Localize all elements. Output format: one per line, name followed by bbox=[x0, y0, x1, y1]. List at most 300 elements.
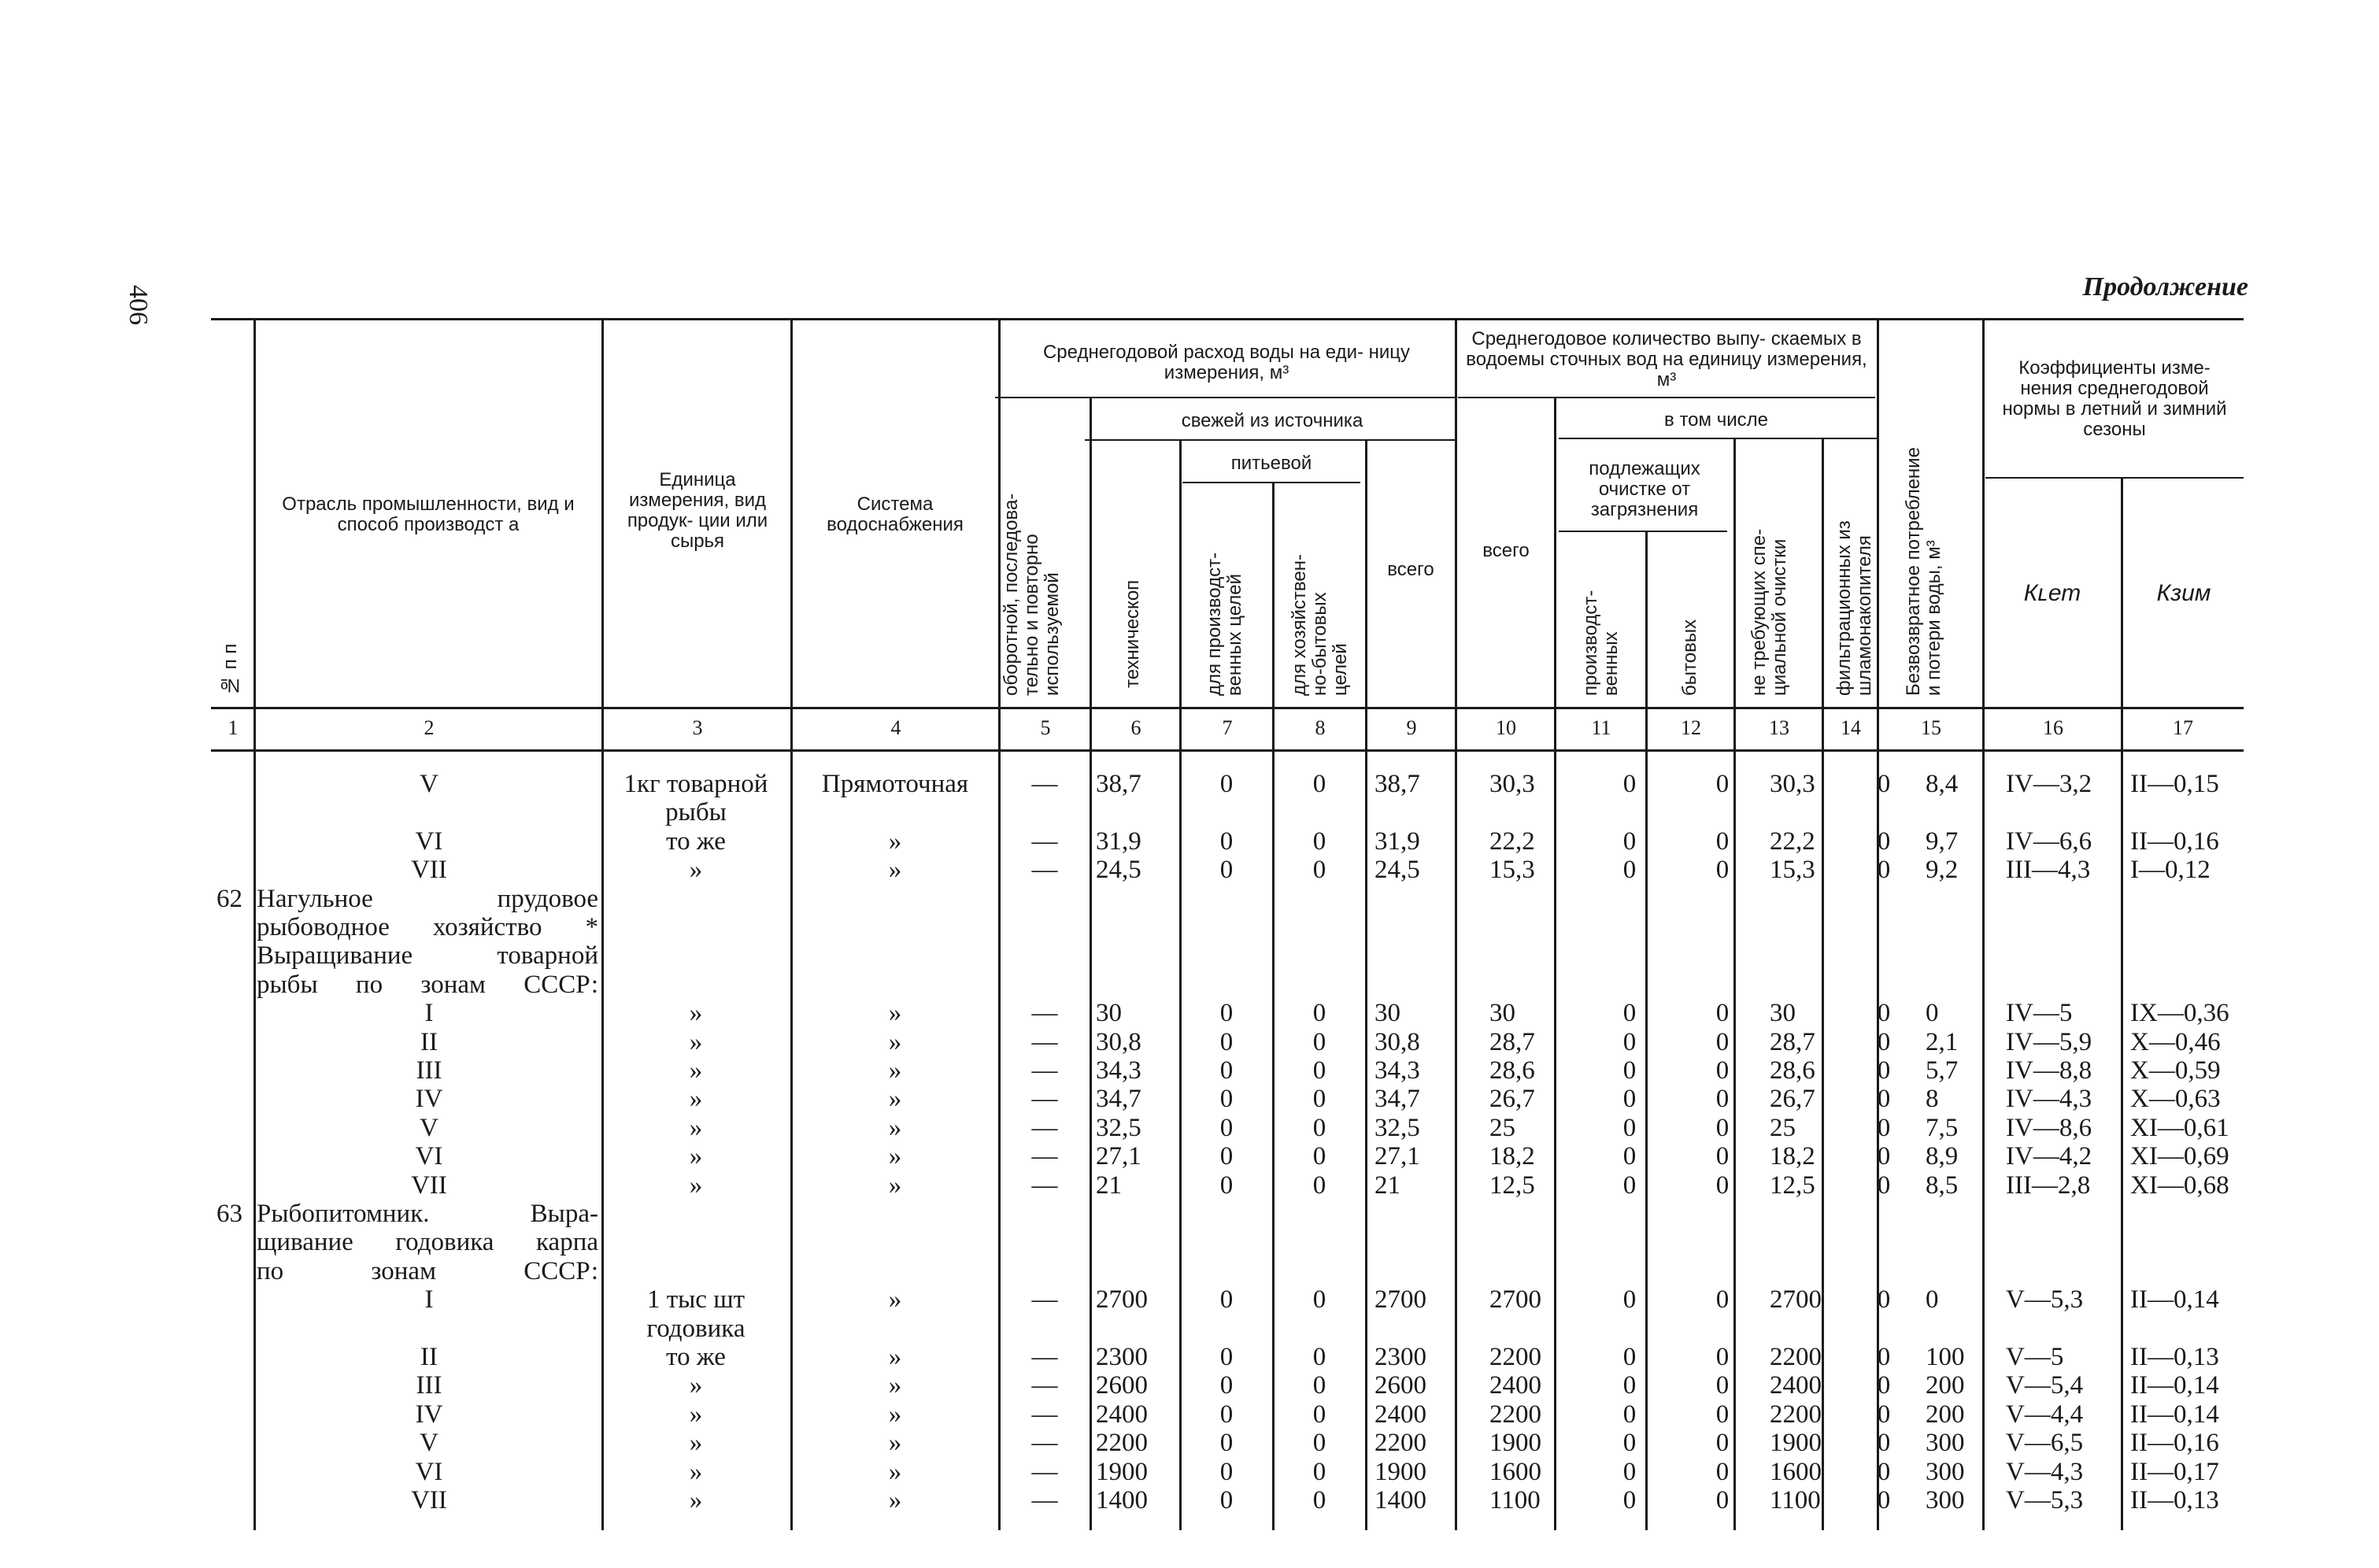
header-c9: всего bbox=[1387, 559, 1434, 580]
cell-c14: 0 bbox=[1877, 1457, 1891, 1486]
cell-c17: II—0,14 bbox=[2130, 1371, 2219, 1400]
cell-c11: 0 bbox=[1622, 1343, 1637, 1371]
cell-c9: 21 bbox=[1374, 1170, 1400, 1200]
cell-c13: 2700 bbox=[1770, 1285, 1822, 1315]
cell-c15: 200 bbox=[1926, 1371, 1965, 1400]
cell-c16: IV—3,2 bbox=[2006, 770, 2092, 798]
cell-c15: 8,4 bbox=[1926, 770, 1959, 798]
column-number: 3 bbox=[692, 716, 703, 739]
cell-c2: V bbox=[420, 1429, 438, 1458]
cell-c5: — bbox=[1031, 856, 1058, 885]
cell-c2: V bbox=[420, 1113, 438, 1142]
header-c3: Единица измерения, вид продук- ции или сырья bbox=[627, 469, 768, 552]
cell-c7: 0 bbox=[1219, 1085, 1234, 1114]
table-row bbox=[211, 1257, 2244, 1285]
cell-c12: 0 bbox=[1715, 770, 1730, 798]
cell-c14: 0 bbox=[1877, 1429, 1891, 1458]
cell-c8: 0 bbox=[1312, 1142, 1326, 1171]
cell-c11: 0 bbox=[1622, 1142, 1637, 1171]
cell-c17: II—0,14 bbox=[2130, 1285, 2219, 1315]
cell-c13: 28,6 bbox=[1770, 1056, 1815, 1085]
column-number: 2 bbox=[424, 716, 435, 739]
table-row bbox=[211, 1114, 2244, 1142]
cell-c12: 0 bbox=[1715, 1027, 1730, 1056]
header-c17: Кзим bbox=[2156, 580, 2211, 606]
cell-c8: 0 bbox=[1312, 1371, 1326, 1400]
cell-c13: 1900 bbox=[1770, 1429, 1822, 1458]
cell-c15: 300 bbox=[1926, 1429, 1965, 1458]
cell-c8: 0 bbox=[1312, 1486, 1326, 1514]
column-number: 16 bbox=[2043, 716, 2063, 739]
cell-c7: 0 bbox=[1219, 1285, 1234, 1315]
cell-c9: 30 bbox=[1374, 999, 1400, 1028]
cell-c12: 0 bbox=[1715, 1457, 1730, 1486]
header-c5: оборотной, последова- тельно и повторно используемой bbox=[1001, 493, 1063, 696]
cell-c9: 2700 bbox=[1374, 1285, 1426, 1315]
cell-c11: 0 bbox=[1622, 1285, 1637, 1315]
cell-c8: 0 bbox=[1312, 1085, 1326, 1114]
header-c4: Система водоснабжения bbox=[827, 494, 964, 535]
header-c10: всего bbox=[1482, 540, 1530, 561]
cell-c10: 1900 bbox=[1489, 1429, 1541, 1458]
table-row bbox=[211, 1429, 2244, 1457]
cell-c5: — bbox=[1031, 999, 1058, 1028]
cell-c13: 12,5 bbox=[1770, 1170, 1815, 1200]
cell-c16: V—5,3 bbox=[2006, 1285, 2084, 1315]
cell-c15: 2,1 bbox=[1926, 1027, 1959, 1056]
column-number: 15 bbox=[1921, 716, 1941, 739]
cell-c11: 0 bbox=[1622, 1457, 1637, 1486]
cell-c4: » bbox=[888, 1429, 902, 1458]
water-norms-table bbox=[211, 318, 2244, 1530]
cell-c16: V—6,5 bbox=[2006, 1429, 2084, 1458]
cell-c2: щивание годовика карпа bbox=[257, 1228, 598, 1257]
table-row bbox=[211, 971, 2244, 999]
cell-c2: VI bbox=[415, 827, 443, 856]
cell-c16: V—5,3 bbox=[2006, 1486, 2084, 1514]
cell-c3: » bbox=[689, 1170, 703, 1200]
cell-c12: 0 bbox=[1715, 999, 1730, 1028]
cell-c9: 32,5 bbox=[1374, 1113, 1420, 1142]
table-row bbox=[211, 1085, 2244, 1113]
cell-c2: I bbox=[424, 999, 434, 1028]
cell-c12: 0 bbox=[1715, 1343, 1730, 1371]
cell-c4: » bbox=[888, 1285, 902, 1315]
cell-c9: 30,8 bbox=[1374, 1027, 1420, 1056]
cell-c13: 26,7 bbox=[1770, 1085, 1815, 1114]
cell-c16: IV—6,6 bbox=[2006, 827, 2092, 856]
cell-c12: 0 bbox=[1715, 1429, 1730, 1458]
cell-c2: VII bbox=[411, 1170, 447, 1200]
cell-c17: I—0,12 bbox=[2130, 856, 2211, 885]
cell-c17: X—0,59 bbox=[2130, 1056, 2221, 1085]
cell-c4: » bbox=[888, 1113, 902, 1142]
cell-c6: 34,3 bbox=[1096, 1056, 1141, 1085]
cell-c16: IV—4,2 bbox=[2006, 1142, 2092, 1171]
cell-c15: 0 bbox=[1926, 999, 1939, 1028]
column-number: 8 bbox=[1315, 716, 1326, 739]
cell-c2: Нагульное прудовое bbox=[257, 884, 598, 913]
cell-c17: II—0,13 bbox=[2130, 1343, 2219, 1371]
cell-c15: 9,2 bbox=[1926, 856, 1959, 885]
cell-c16: IV—8,8 bbox=[2006, 1056, 2092, 1085]
cell-c17: XI—0,69 bbox=[2130, 1142, 2229, 1171]
cell-c17: X—0,63 bbox=[2130, 1085, 2221, 1114]
cell-c16: IV—5 bbox=[2006, 999, 2073, 1028]
column-number: 11 bbox=[1591, 716, 1611, 739]
column-number: 5 bbox=[1040, 716, 1051, 739]
cell-c13: 15,3 bbox=[1770, 856, 1815, 885]
rule-nums-bottom bbox=[211, 749, 2244, 752]
cell-c5: — bbox=[1031, 1113, 1058, 1142]
cell-c10: 1600 bbox=[1489, 1457, 1541, 1486]
cell-c4: Прямоточная bbox=[821, 770, 969, 798]
cell-c11: 0 bbox=[1622, 770, 1637, 798]
column-number: 4 bbox=[890, 716, 901, 739]
cell-c5: — bbox=[1031, 1429, 1058, 1458]
rule-top bbox=[211, 318, 2244, 320]
cell-c11: 0 bbox=[1622, 1486, 1637, 1514]
cell-c6: 27,1 bbox=[1096, 1142, 1141, 1171]
cell-c5: — bbox=[1031, 1457, 1058, 1486]
table-row bbox=[211, 1400, 2244, 1429]
rule-incl-under bbox=[1559, 438, 1877, 439]
cell-c8: 0 bbox=[1312, 1113, 1326, 1142]
cell-c2: I bbox=[424, 1285, 434, 1315]
cell-c11: 0 bbox=[1622, 999, 1637, 1028]
cell-c4: » bbox=[888, 1027, 902, 1056]
cell-c5: — bbox=[1031, 1027, 1058, 1056]
column-number: 13 bbox=[1769, 716, 1789, 739]
cell-c9: 27,1 bbox=[1374, 1142, 1420, 1171]
cell-c5: — bbox=[1031, 827, 1058, 856]
cell-c17: II—0,15 bbox=[2130, 770, 2219, 798]
cell-c16: III—4,3 bbox=[2006, 856, 2091, 885]
cell-c11: 0 bbox=[1622, 856, 1637, 885]
column-number: 7 bbox=[1222, 716, 1233, 739]
cell-c6: 2600 bbox=[1096, 1371, 1148, 1400]
cell-c6: 21 bbox=[1096, 1170, 1122, 1200]
rule-subject-under bbox=[1559, 531, 1727, 532]
cell-c13: 1600 bbox=[1770, 1457, 1822, 1486]
cell-c11: 0 bbox=[1622, 1170, 1637, 1200]
header-coef: Коэффициенты изме- нения среднегодовой нормы в летний и зимний сезоны bbox=[2002, 357, 2227, 440]
cell-c17: II—0,14 bbox=[2130, 1400, 2219, 1429]
cell-c14: 0 bbox=[1877, 1085, 1891, 1114]
column-number: 17 bbox=[2173, 716, 2193, 739]
cell-c3: » bbox=[689, 1371, 703, 1400]
cell-c17: II—0,16 bbox=[2130, 1429, 2219, 1458]
cell-c16: V—4,4 bbox=[2006, 1400, 2084, 1429]
cell-c8: 0 bbox=[1312, 1429, 1326, 1458]
cell-c12: 0 bbox=[1715, 1085, 1730, 1114]
cell-c12: 0 bbox=[1715, 1056, 1730, 1085]
cell-c11: 0 bbox=[1622, 1429, 1637, 1458]
cell-c3: » bbox=[689, 1457, 703, 1486]
cell-c8: 0 bbox=[1312, 1027, 1326, 1056]
cell-c13: 22,2 bbox=[1770, 827, 1815, 856]
cell-c5: — bbox=[1031, 1343, 1058, 1371]
table-row bbox=[211, 798, 2244, 827]
cell-c10: 30 bbox=[1489, 999, 1515, 1028]
cell-c10: 18,2 bbox=[1489, 1142, 1535, 1171]
header-c13: не требующих спе- циальной очистки bbox=[1748, 528, 1790, 696]
cell-c6: 38,7 bbox=[1096, 770, 1141, 798]
cell-c3: то же bbox=[666, 1343, 726, 1371]
header-fresh: свежей из источника bbox=[1181, 410, 1363, 431]
cell-c8: 0 bbox=[1312, 770, 1326, 798]
cell-c15: 8,9 bbox=[1926, 1142, 1959, 1171]
cell-c6: 2400 bbox=[1096, 1400, 1148, 1429]
cell-c11: 0 bbox=[1622, 827, 1637, 856]
cell-c4: » bbox=[888, 1486, 902, 1514]
table-row bbox=[211, 913, 2244, 941]
cell-c7: 0 bbox=[1219, 1142, 1234, 1171]
cell-c15: 0 bbox=[1926, 1285, 1939, 1315]
header-c7: для производст- венных целей bbox=[1204, 552, 1245, 696]
cell-c7: 0 bbox=[1219, 999, 1234, 1028]
cell-c12: 0 bbox=[1715, 1142, 1730, 1171]
cell-c2: рыбоводное хозяйство * bbox=[257, 913, 598, 941]
cell-c7: 0 bbox=[1219, 770, 1234, 798]
cell-c2: Рыбопитомник. Выра- bbox=[257, 1200, 598, 1228]
cell-c14: 0 bbox=[1877, 770, 1891, 798]
cell-c13: 2200 bbox=[1770, 1343, 1822, 1371]
cell-c2: по зонам СССР: bbox=[257, 1256, 598, 1285]
page-number: 406 bbox=[124, 285, 153, 325]
cell-c10: 28,7 bbox=[1489, 1027, 1535, 1056]
cell-c3: » bbox=[689, 1113, 703, 1142]
cell-c8: 0 bbox=[1312, 856, 1326, 885]
cell-c12: 0 bbox=[1715, 856, 1730, 885]
cell-c16: IV—5,9 bbox=[2006, 1027, 2092, 1056]
cell-c2: V bbox=[420, 770, 438, 798]
cell-c12: 0 bbox=[1715, 1400, 1730, 1429]
cell-c10: 2200 bbox=[1489, 1343, 1541, 1371]
cell-c17: II—0,16 bbox=[2130, 827, 2219, 856]
column-number: 9 bbox=[1406, 716, 1417, 739]
cell-c8: 0 bbox=[1312, 1400, 1326, 1429]
table-row bbox=[211, 1171, 2244, 1200]
table-row bbox=[211, 1371, 2244, 1400]
cell-c12: 0 bbox=[1715, 827, 1730, 856]
cell-c6: 1900 bbox=[1096, 1457, 1148, 1486]
cell-c2: IV bbox=[415, 1085, 443, 1114]
cell-c15: 200 bbox=[1926, 1400, 1965, 1429]
cell-c4: » bbox=[888, 1371, 902, 1400]
cell-c2: II bbox=[420, 1027, 438, 1056]
cell-c14: 0 bbox=[1877, 1027, 1891, 1056]
cell-c4: » bbox=[888, 1343, 902, 1371]
cell-c7: 0 bbox=[1219, 1027, 1234, 1056]
cell-c5: — bbox=[1031, 1085, 1058, 1114]
header-potable: питьевой bbox=[1230, 453, 1312, 474]
cell-c16: III—2,8 bbox=[2006, 1170, 2091, 1200]
cell-c8: 0 bbox=[1312, 1170, 1326, 1200]
cell-c9: 24,5 bbox=[1374, 856, 1420, 885]
cell-c2: III bbox=[416, 1056, 442, 1085]
cell-c13: 18,2 bbox=[1770, 1142, 1815, 1171]
cell-c3: » bbox=[689, 1142, 703, 1171]
cell-c3: » bbox=[689, 1085, 703, 1114]
cell-c15: 9,7 bbox=[1926, 827, 1959, 856]
cell-c3: » bbox=[689, 1429, 703, 1458]
cell-c3: то же bbox=[666, 827, 726, 856]
table-row bbox=[211, 1285, 2244, 1314]
cell-c12: 0 bbox=[1715, 1486, 1730, 1514]
cell-c2: Выращивание товарной bbox=[257, 941, 598, 971]
cell-c7: 0 bbox=[1219, 1429, 1234, 1458]
cell-c6: 1400 bbox=[1096, 1486, 1148, 1514]
cell-c7: 0 bbox=[1219, 1486, 1234, 1514]
table-row bbox=[211, 856, 2244, 884]
cell-c4: » bbox=[888, 827, 902, 856]
cell-c2: VII bbox=[411, 1486, 447, 1514]
cell-c14: 0 bbox=[1877, 1343, 1891, 1371]
rule-coef-under bbox=[1985, 477, 2244, 479]
cell-c10: 2400 bbox=[1489, 1371, 1541, 1400]
cell-c14: 0 bbox=[1877, 1285, 1891, 1315]
header-c2: Отрасль промышленности, вид и способ производст а bbox=[282, 494, 575, 535]
cell-c16: V—4,3 bbox=[2006, 1457, 2084, 1486]
cell-c10: 2200 bbox=[1489, 1400, 1541, 1429]
cell-c10: 15,3 bbox=[1489, 856, 1535, 885]
cell-c14: 0 bbox=[1877, 1113, 1891, 1142]
cell-c7: 0 bbox=[1219, 1371, 1234, 1400]
continuation-label: Продолжение bbox=[2082, 272, 2248, 301]
cell-c13: 2200 bbox=[1770, 1400, 1822, 1429]
cell-c8: 0 bbox=[1312, 1056, 1326, 1085]
cell-c7: 0 bbox=[1219, 1056, 1234, 1085]
cell-c5: — bbox=[1031, 1170, 1058, 1200]
cell-c15: 300 bbox=[1926, 1486, 1965, 1514]
cell-c9: 2600 bbox=[1374, 1371, 1426, 1400]
cell-c11: 0 bbox=[1622, 1027, 1637, 1056]
cell-c13: 30,3 bbox=[1770, 770, 1815, 798]
cell-c4: » bbox=[888, 1056, 902, 1085]
cell-c4: » bbox=[888, 1085, 902, 1114]
cell-c9: 38,7 bbox=[1374, 770, 1420, 798]
cell-c15: 5,7 bbox=[1926, 1056, 1959, 1085]
cell-c16: V—5 bbox=[2006, 1343, 2064, 1371]
rule-consumption-under bbox=[995, 397, 1455, 398]
column-number: 6 bbox=[1130, 716, 1141, 739]
cell-c8: 0 bbox=[1312, 1343, 1326, 1371]
table-row bbox=[211, 1200, 2244, 1228]
cell-c15: 7,5 bbox=[1926, 1113, 1959, 1142]
cell-c3: » bbox=[689, 1056, 703, 1085]
cell-c4: » bbox=[888, 856, 902, 885]
cell-c6: 31,9 bbox=[1096, 827, 1141, 856]
cell-c4: » bbox=[888, 1170, 902, 1200]
cell-c9: 1400 bbox=[1374, 1486, 1426, 1514]
cell-c7: 0 bbox=[1219, 827, 1234, 856]
cell-c5: — bbox=[1031, 1056, 1058, 1085]
cell-c9: 34,3 bbox=[1374, 1056, 1420, 1085]
cell-c10: 2700 bbox=[1489, 1285, 1541, 1315]
cell-c14: 0 bbox=[1877, 827, 1891, 856]
header-c15: Безвозвратное потребление и потери воды, м³ bbox=[1903, 447, 1944, 696]
cell-c1: 62 bbox=[216, 884, 242, 913]
cell-c9: 34,7 bbox=[1374, 1085, 1420, 1114]
column-number: 14 bbox=[1841, 716, 1861, 739]
cell-c5: — bbox=[1031, 1400, 1058, 1429]
cell-c14: 0 bbox=[1877, 1400, 1891, 1429]
cell-c9: 2400 bbox=[1374, 1400, 1426, 1429]
cell-c14: 0 bbox=[1877, 1486, 1891, 1514]
cell-c6: 2700 bbox=[1096, 1285, 1148, 1315]
table-row bbox=[211, 827, 2244, 856]
cell-c17: X—0,46 bbox=[2130, 1027, 2221, 1056]
header-c8: для хозяйствен- но-бытовых целей bbox=[1289, 554, 1351, 696]
header-c1: № п п bbox=[220, 643, 241, 696]
cell-c3: » bbox=[689, 1027, 703, 1056]
cell-c7: 0 bbox=[1219, 1400, 1234, 1429]
cell-c17: XI—0,61 bbox=[2130, 1113, 2229, 1142]
cell-c15: 300 bbox=[1926, 1457, 1965, 1486]
cell-c12: 0 bbox=[1715, 1371, 1730, 1400]
cell-c6: 30,8 bbox=[1096, 1027, 1141, 1056]
cell-c5: — bbox=[1031, 1486, 1058, 1514]
cell-c13: 2400 bbox=[1770, 1371, 1822, 1400]
cell-c2: VI bbox=[415, 1457, 443, 1486]
header-incl: в том числе bbox=[1664, 409, 1768, 431]
column-number: 10 bbox=[1496, 716, 1516, 739]
cell-c3: » bbox=[689, 1400, 703, 1429]
cell-c10: 22,2 bbox=[1489, 827, 1535, 856]
column-number: 1 bbox=[228, 716, 239, 739]
cell-c4: » bbox=[888, 999, 902, 1028]
cell-c6: 24,5 bbox=[1096, 856, 1141, 885]
cell-c11: 0 bbox=[1622, 1113, 1637, 1142]
rule-discharge-under bbox=[1458, 397, 1875, 398]
table-row bbox=[211, 1056, 2244, 1085]
cell-c5: — bbox=[1031, 1142, 1058, 1171]
cell-c16: V—5,4 bbox=[2006, 1371, 2084, 1400]
cell-c3: » bbox=[689, 1486, 703, 1514]
cell-c3: 1кг товарной bbox=[623, 770, 768, 798]
table-row bbox=[211, 1486, 2244, 1514]
rule-potable-under bbox=[1182, 482, 1360, 483]
cell-c10: 25 bbox=[1489, 1113, 1515, 1142]
table-row bbox=[211, 1028, 2244, 1056]
header-c16: Кʟет bbox=[2023, 580, 2081, 606]
cell-c3: рыбы bbox=[665, 798, 727, 827]
cell-c2: рыбы по зонам СССР: bbox=[257, 970, 598, 999]
cell-c7: 0 bbox=[1219, 1457, 1234, 1486]
cell-c8: 0 bbox=[1312, 1457, 1326, 1486]
cell-c14: 0 bbox=[1877, 1142, 1891, 1171]
cell-c14: 0 bbox=[1877, 999, 1891, 1028]
cell-c5: — bbox=[1031, 770, 1058, 798]
cell-c17: IX—0,36 bbox=[2130, 999, 2229, 1028]
cell-c12: 0 bbox=[1715, 1285, 1730, 1315]
cell-c6: 30 bbox=[1096, 999, 1122, 1028]
header-discharge: Среднегодовое количество выпу- скаемых в водоемы сточных вод на единицу измерения, м³ bbox=[1466, 328, 1867, 390]
cell-c2: III bbox=[416, 1371, 442, 1400]
cell-c7: 0 bbox=[1219, 1170, 1234, 1200]
cell-c8: 0 bbox=[1312, 1285, 1326, 1315]
cell-c3: » bbox=[689, 999, 703, 1028]
cell-c8: 0 bbox=[1312, 999, 1326, 1028]
cell-c9: 1900 bbox=[1374, 1457, 1426, 1486]
cell-c14: 0 bbox=[1877, 856, 1891, 885]
cell-c2: VI bbox=[415, 1142, 443, 1171]
cell-c17: II—0,17 bbox=[2130, 1457, 2219, 1486]
cell-c9: 31,9 bbox=[1374, 827, 1420, 856]
cell-c7: 0 bbox=[1219, 1113, 1234, 1142]
cell-c2: II bbox=[420, 1343, 438, 1371]
